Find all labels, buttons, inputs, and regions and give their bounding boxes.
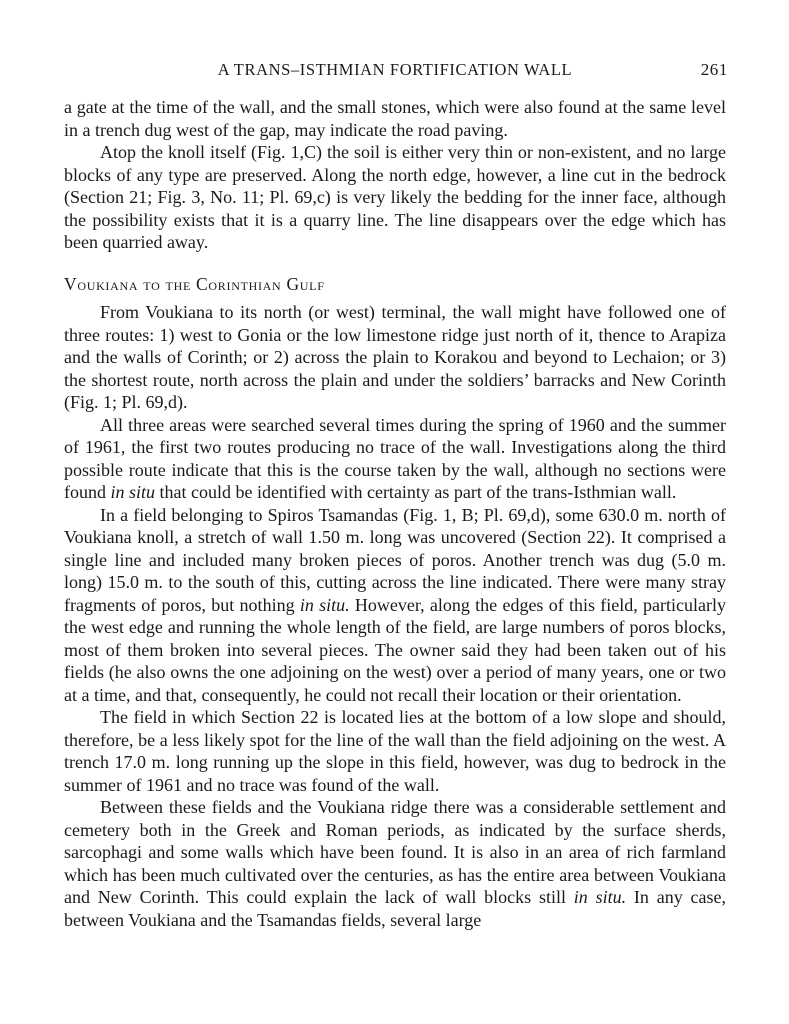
paragraph-routes: From Voukiana to its north (or west) terminal, the wall might have followed one of three routes: 1) west to Gonia or the low limestone ridge just north of it, thence to Arapiza and the walls of Corinth; or 2) across the plain to Korakou and beyond to Lechaion; or 3) the shortest route, north across the plain and under the soldiers’ barracks and New Corinth (Fig. 1; Pl. 69,d). [64, 302, 726, 412]
page [64, 58, 726, 931]
text-run: In any case, between Voukiana and the Tsamandas fields, several large [64, 887, 726, 930]
text-run: that could be identified with certainty as part of the trans-Isthmian wall. [155, 482, 677, 502]
paragraph-tsamandas-field [64, 504, 726, 707]
body-text [64, 96, 726, 931]
text-run: In a field belonging to Spiros Tsamandas (Fig. 1, B; Pl. 69,d), some 630.0 m. north of Voukiana knoll, a stretch of wall 1.50 m. long was uncovered (Section 22). It comprised a single line and included many broken pieces of poros. Another trench was dug (5.0 m. long) 15.0 m. to the south of this, cutting across the line indicated. There were many stray fragments of poros, but nothing [64, 504, 726, 615]
paragraph-knoll: Atop the knoll itself (Fig. 1,C) the soil is either very thin or non-existent, and no large blocks of any type are preserved. Along the north edge, however, a line cut in the bedrock (Section 21; Fig. 3, No. 11; Pl. 69,c) is very likely the bedding for the inner face, although the possibility exists that it is a quarry line. The line disappears over the edge which has been quarried away. [64, 142, 726, 252]
text-run: All three areas were searched several times during the spring of 1960 and the summer of 1961, the first two routes producing no trace of the wall. Investigations along the third possible route indicate that this is the course taken by the wall, although no sections were found [64, 414, 726, 502]
page-number: 261 [700, 60, 728, 79]
italic-term: in situ [110, 482, 156, 502]
paragraph-settlement [64, 796, 726, 931]
text-run: Between these fields and the Voukiana ridge there was a considerable settlement and cemetery both in the Greek and Roman periods, as indicated by the surface sherds, sarcophagi and some walls which have been found. It is also in an area of rich farmland which has been much cultivated over the centuries, as has the entire area between Voukiana and New Corinth. This could explain the lack of wall blocks still [64, 797, 726, 907]
running-title: A TRANS–ISTHMIAN FORTIFICATION WALL [217, 60, 573, 79]
paragraph-continued: a gate at the time of the wall, and the small stones, which were also found at the same level in a trench dug west of the gap, may indicate the road paving. [64, 97, 726, 140]
paragraph-searches [64, 414, 726, 504]
italic-term: in situ. [573, 887, 627, 907]
paragraph-section-22: The field in which Section 22 is located lies at the bottom of a low slope and should, therefore, be a less likely spot for the line of the wall than the field adjoining on the west. A trench 17.0 m. long running up the slope in this field, however, was dug to bedrock in the summer of 1961 and no trace was found of the wall. [64, 707, 726, 795]
section-heading: Voukiana to the Corinthian Gulf [64, 273, 325, 294]
text-run: However, along the edges of this field, particularly the west edge and running the whole length of the field, are large numbers of poros blocks, most of them broken into several pieces. The owner said they had been taken out of his fields (he also owns the one adjoining on the west) over a period of many years, one or two at a time, and that, consequently, he could not recall their location or their orientation. [64, 594, 726, 705]
running-head [64, 58, 726, 82]
italic-term: in situ. [299, 594, 350, 615]
